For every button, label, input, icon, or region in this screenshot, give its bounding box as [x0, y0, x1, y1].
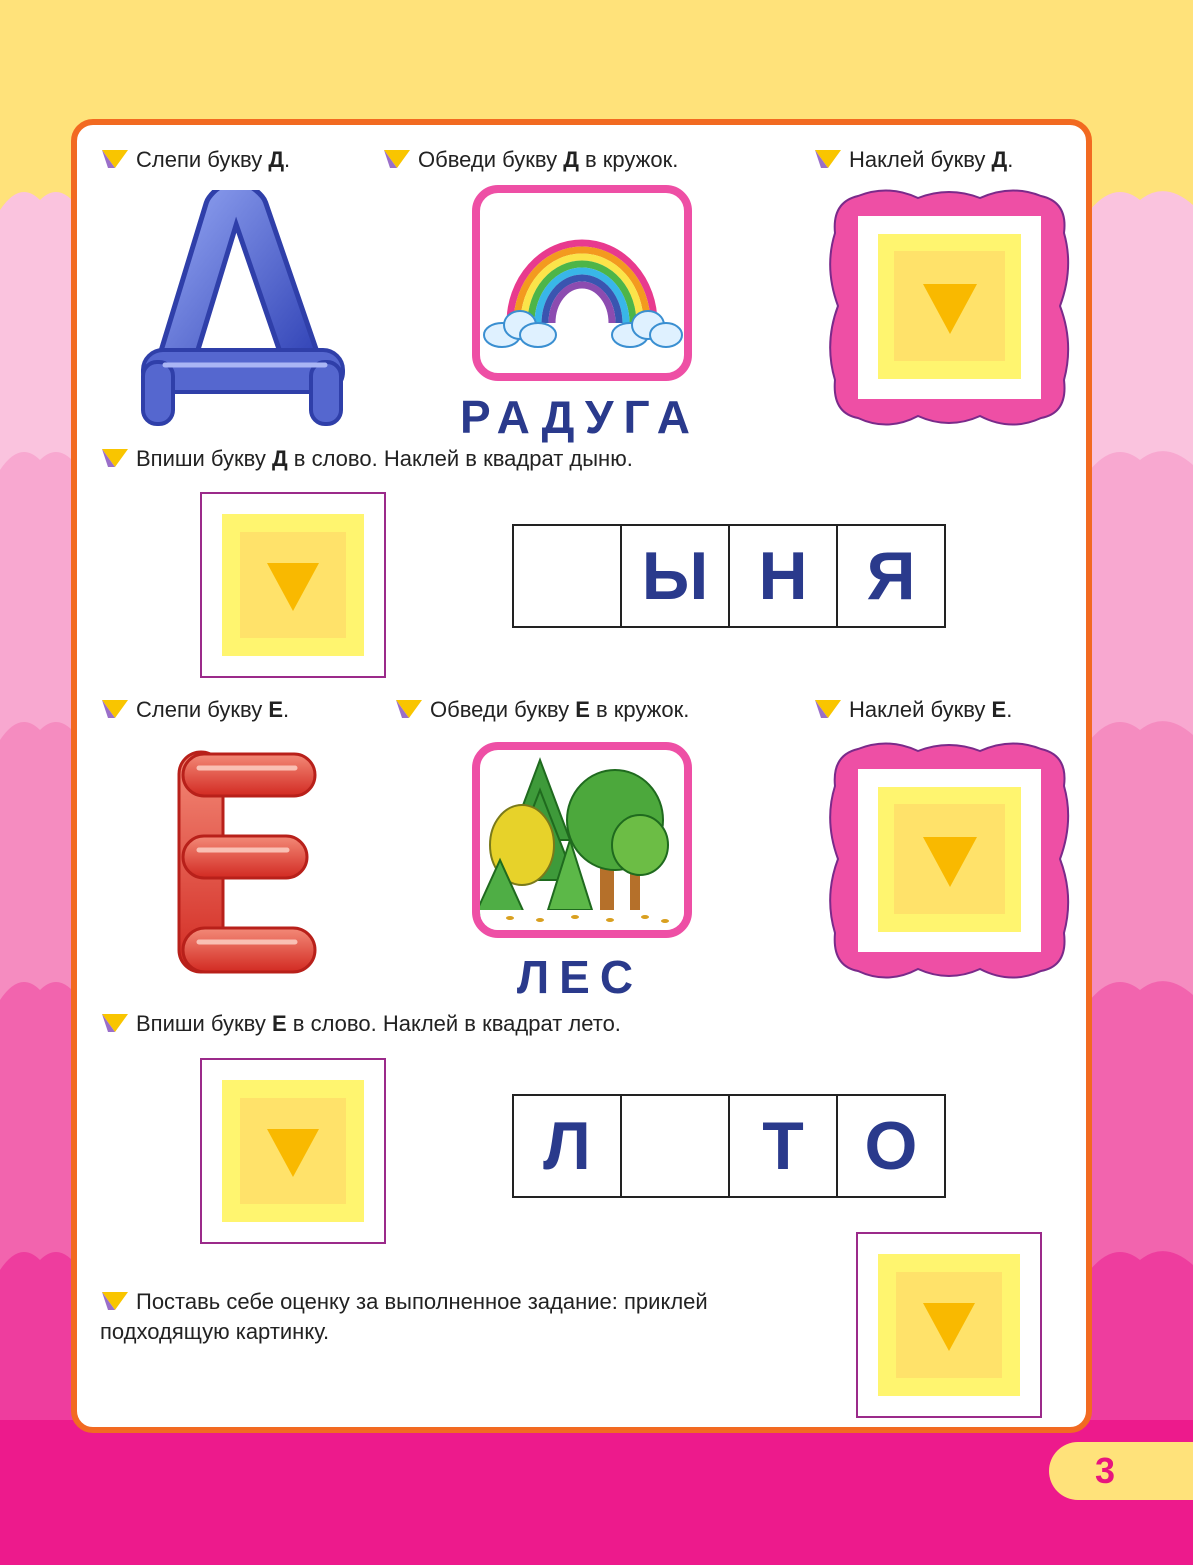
instruction-text: Впиши букву: [136, 1011, 272, 1036]
instruction-text: в слово. Наклей в квадрат дыню.: [287, 446, 633, 471]
letter-cell: О: [864, 1108, 918, 1184]
instruction-letter: Д: [991, 147, 1008, 172]
forest-picture: [472, 742, 692, 938]
instruction-text: Слепи букву: [136, 697, 269, 722]
letter-cell: Н: [730, 526, 838, 626]
letter-cell: Т: [730, 1096, 838, 1196]
instruction-text: Наклей букву: [849, 697, 992, 722]
sticker-slot-melon[interactable]: [200, 492, 386, 678]
word-cells-dynya: [512, 524, 946, 628]
arrow-down-icon: [267, 1129, 319, 1177]
instruction-text: .: [283, 697, 290, 722]
instruction-text: .: [1007, 147, 1014, 172]
rainbow-picture: [472, 185, 692, 381]
instruction-letter: Е: [272, 1011, 287, 1036]
instruction-text: Обведи букву: [418, 147, 564, 172]
instruction-sculpt-d: [100, 145, 290, 175]
instruction-text: Обведи букву: [430, 697, 576, 722]
picture-word-raduga: РАДУГА: [460, 391, 700, 443]
instruction-sculpt-e: [100, 695, 289, 725]
instruction-sticker-e: [813, 695, 1012, 725]
instruction-text: .: [284, 147, 291, 172]
instruction-write-d: [100, 444, 633, 474]
instruction-text: Слепи букву: [136, 147, 269, 172]
instruction-text: Поставь себе оценку за выполненное задание: приклей подходящую картинку.: [100, 1289, 708, 1344]
instruction-write-e: [100, 1009, 621, 1039]
instruction-circle-d: [382, 145, 678, 175]
forest-trees-icon: [480, 750, 684, 930]
instruction-text: Впиши букву: [136, 446, 272, 471]
sticker-slot-summer[interactable]: [200, 1058, 386, 1244]
instruction-letter: Д: [272, 446, 288, 471]
letter-cell: Ы: [622, 526, 730, 626]
instruction-letter: Д: [563, 147, 579, 172]
triangle-bullet-icon: [813, 148, 843, 170]
instruction-text: Наклей букву: [849, 147, 992, 172]
rainbow-icon: [480, 193, 684, 373]
instruction-text: в кружок.: [578, 147, 679, 172]
plasticine-letter-d-icon: [135, 190, 350, 430]
instruction-circle-e: [394, 695, 689, 725]
arrow-down-icon: [923, 1303, 975, 1351]
instruction-letter: Е: [575, 697, 590, 722]
triangle-bullet-icon: [100, 1012, 130, 1034]
picture-word-les: ЛЕС: [516, 951, 644, 1003]
triangle-bullet-icon: [382, 148, 412, 170]
sticker-slot-grade[interactable]: [856, 1232, 1042, 1418]
triangle-bullet-icon: [100, 1290, 130, 1312]
instruction-text: .: [1006, 697, 1013, 722]
instruction-sticker-d: [813, 145, 1013, 175]
letter-cell-input[interactable]: [622, 1096, 730, 1196]
page-number: 3: [1049, 1442, 1193, 1500]
triangle-bullet-icon: [100, 148, 130, 170]
instruction-grade: [100, 1287, 820, 1347]
triangle-bullet-icon: [394, 698, 424, 720]
triangle-bullet-icon: [100, 447, 130, 469]
letter-cell-input[interactable]: [514, 526, 622, 626]
triangle-bullet-icon: [813, 698, 843, 720]
instruction-text: в кружок.: [589, 697, 690, 722]
instruction-letter: Е: [991, 697, 1007, 722]
arrow-down-icon: [267, 563, 319, 611]
instruction-text: в слово. Наклей в квадрат лето.: [286, 1011, 621, 1036]
letter-cell: Л: [514, 1096, 622, 1196]
instruction-letter: Е: [268, 697, 284, 722]
plasticine-letter-e-icon: [175, 748, 320, 976]
sticker-frame-d: [828, 188, 1071, 426]
word-cells-leto: [512, 1094, 946, 1198]
sticker-frame-e: [828, 741, 1071, 979]
triangle-bullet-icon: [100, 698, 130, 720]
letter-cell: Я: [866, 538, 916, 614]
instruction-letter: Д: [268, 147, 285, 172]
